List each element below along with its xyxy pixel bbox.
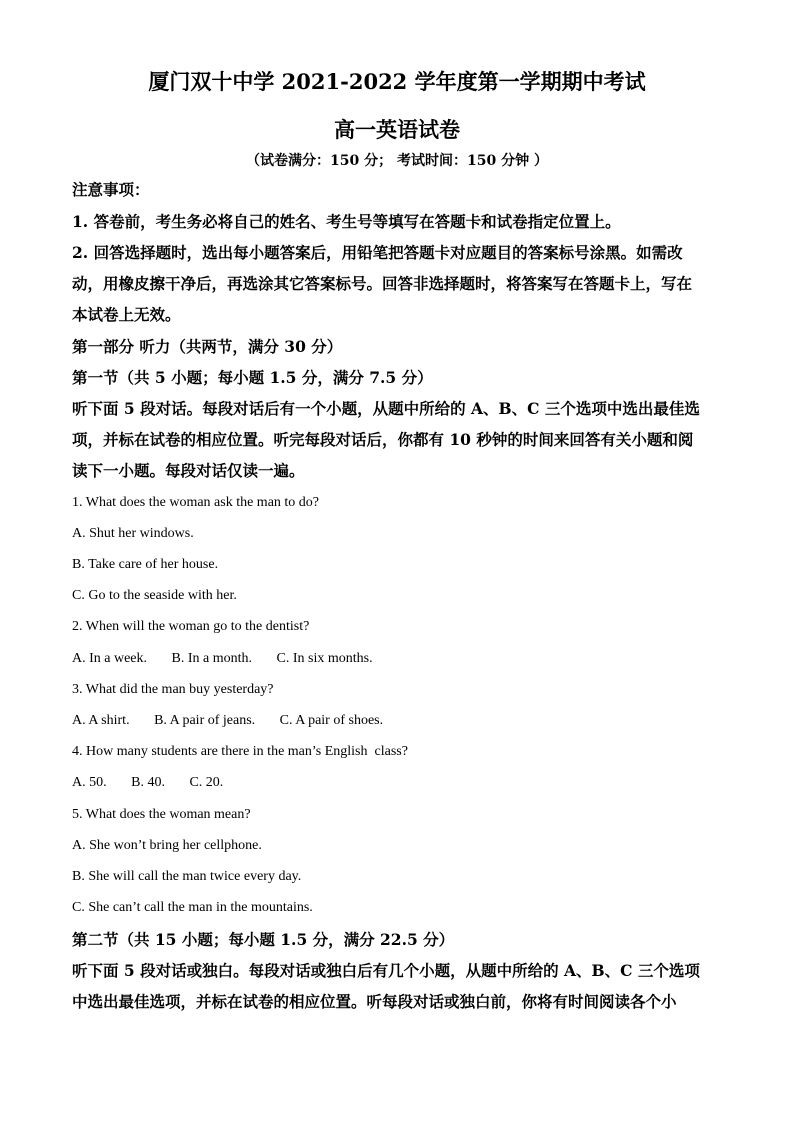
note-item-1: 1. 答卷前，考生务必将自己的姓名、考生号等填写在答题卡和试卷指定位置上。 bbox=[72, 212, 621, 231]
question-5-option-c: C. She can’t call the man in the mountains. bbox=[72, 900, 313, 915]
section1-instruction-line-1: 听下面 5 段对话。每段对话后有一个小题，从题中所给的 A、B、C 三个选项中选出最佳选 bbox=[72, 399, 700, 418]
section1-heading: 第一节（共 5 小题；每小题 1.5 分，满分 7.5 分） bbox=[72, 368, 433, 387]
question-4: 4. How many students are there in the man’s English class? bbox=[72, 744, 408, 759]
question-2: 2. When will the woman go to the dentist? bbox=[72, 619, 310, 634]
exam-subtitle: 高一英语试卷 bbox=[334, 117, 460, 142]
section2-instruction-line-2: 中选出最佳选项，并标在试卷的相应位置。听每段对话或独白前，你将有时间阅读各个小 bbox=[72, 992, 677, 1011]
notes-heading: 注意事项： bbox=[72, 180, 150, 199]
question-3: 3. What did the man buy yesterday? bbox=[72, 682, 274, 697]
section2-heading: 第二节（共 15 小题；每小题 1.5 分，满分 22.5 分） bbox=[72, 930, 455, 949]
part1-heading: 第一部分 听力（共两节，满分 30 分） bbox=[72, 337, 343, 356]
question-1-option-a: A. Shut her windows. bbox=[72, 526, 194, 541]
question-5-option-b: B. She will call the man twice every day. bbox=[72, 869, 302, 884]
question-5-option-a: A. She won’t bring her cellphone. bbox=[72, 838, 262, 853]
note-item-2-line-2: 动，用橡皮擦干净后，再选涂其它答案标号。回答非选择题时，将答案写在答题卡上，写在 bbox=[72, 274, 693, 293]
note-item-2-line-3: 本试卷上无效。 bbox=[72, 305, 181, 324]
exam-title: 厦门双十中学 2021-2022 学年度第一学期期中考试 bbox=[148, 69, 646, 94]
question-1: 1. What does the woman ask the man to do? bbox=[72, 495, 320, 510]
note-item-2-line-1: 2. 回答选择题时，选出每小题答案后，用铅笔把答题卡对应题目的答案标号涂黑。如需改 bbox=[72, 243, 683, 262]
exam-info: （试卷满分：150 分； 考试时间：150 分钟 ） bbox=[246, 153, 548, 169]
section2-instruction-line-1: 听下面 5 段对话或独白。每段对话或独白后有几个小题，从题中所给的 A、B、C 三个选项 bbox=[72, 961, 700, 980]
question-4-options: A. 50. B. 40. C. 20. bbox=[72, 775, 224, 790]
question-3-options: A. A shirt. B. A pair of jeans. C. A pair of shoes. bbox=[72, 713, 384, 728]
question-2-options: A. In a week. B. In a month. C. In six months. bbox=[72, 651, 373, 666]
question-5: 5. What does the woman mean? bbox=[72, 807, 251, 822]
question-1-option-c: C. Go to the seaside with her. bbox=[72, 588, 237, 603]
question-1-option-b: B. Take care of her house. bbox=[72, 557, 219, 572]
section1-instruction-line-3: 读下一小题。每段对话仅读一遍。 bbox=[72, 461, 305, 480]
section1-instruction-line-2: 项，并标在试卷的相应位置。听完每段对话后，你都有 10 秒钟的时间来回答有关小题和阅 bbox=[72, 430, 694, 449]
